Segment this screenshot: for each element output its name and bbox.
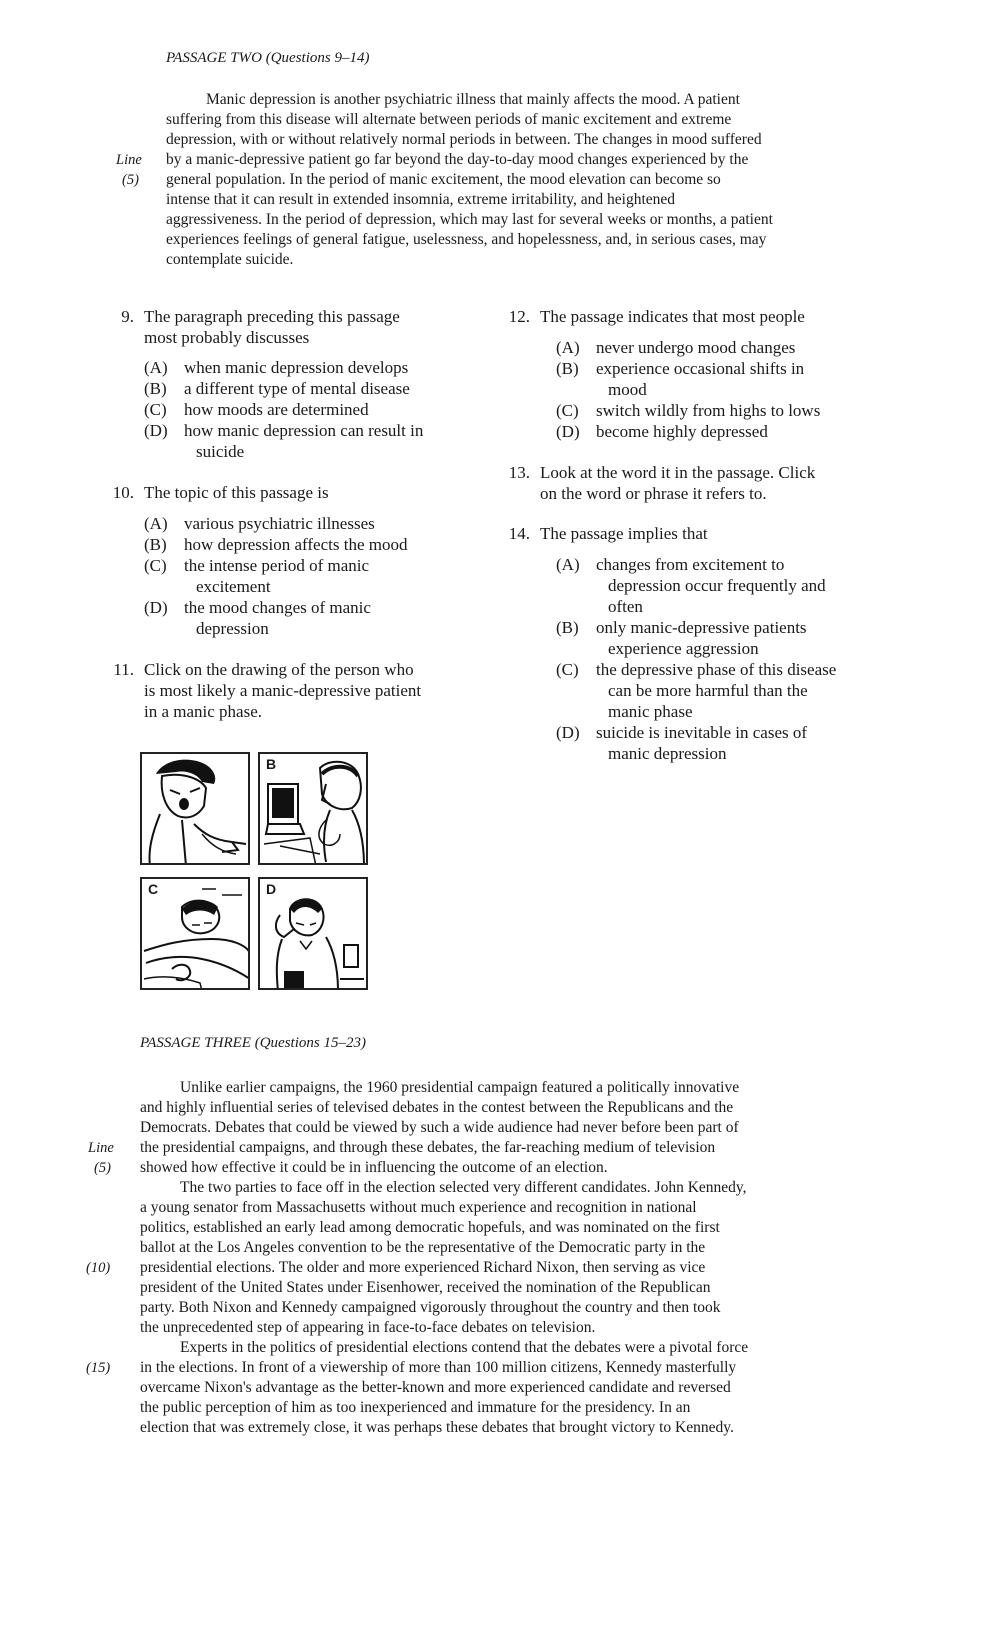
passage-three-line: Democrats. Debates that could be viewed by such a wide audience had never before been part of xyxy=(140,1119,739,1136)
option-letter: (C) xyxy=(556,401,579,420)
angry-man-pointing-drawing xyxy=(142,754,250,865)
question-10 xyxy=(100,482,480,506)
question-text: in a manic phase. xyxy=(144,702,263,721)
question-text: The passage indicates that most people xyxy=(540,307,805,326)
option-text: how depression affects the mood xyxy=(184,535,408,554)
option-text: when manic depression develops xyxy=(184,358,409,377)
passage-three-line: Unlike earlier campaigns, the 1960 presidential campaign featured a politically innovative xyxy=(180,1079,740,1096)
passage-three-line: the unprecedented step of appearing in face-to-face debates on television. xyxy=(140,1319,596,1336)
question-14 xyxy=(496,523,896,547)
passage-three-line: overcame Nixon's advantage as the better-known and more experienced candidate and reversed xyxy=(140,1379,731,1396)
option-text: depression xyxy=(196,619,269,638)
option-text: the mood changes of manic xyxy=(184,598,371,617)
option-letter: (C) xyxy=(144,400,167,419)
question-text: on the word or phrase it refers to. xyxy=(540,484,767,503)
option-text: suicide xyxy=(196,442,245,461)
woman-on-phone-drawing xyxy=(260,754,368,865)
question-11 xyxy=(100,659,480,729)
passage-three-line: the presidential campaigns, and through these debates, the far-reaching medium of television xyxy=(140,1139,716,1156)
option-text: manic phase xyxy=(608,702,693,721)
option-text: suicide is inevitable in cases of xyxy=(596,723,808,742)
option-letter: (B) xyxy=(144,379,167,398)
line-number: (10) xyxy=(86,1260,111,1276)
passage-three-line: a young senator from Massachusetts without much experience and recognition in national xyxy=(140,1199,697,1216)
question-text: The passage implies that xyxy=(540,524,708,543)
option-text: changes from excitement to xyxy=(596,555,785,574)
picture-label: C xyxy=(148,881,159,897)
option-text: depression occur frequently and xyxy=(608,576,826,595)
option-letter: (C) xyxy=(144,556,167,575)
passage-two-line: contemplate suicide. xyxy=(166,251,294,268)
option-letter: (A) xyxy=(144,514,168,533)
passage-three-line: and highly influential series of televised debates in the contest between the Republicans and the xyxy=(140,1099,734,1116)
line-number: (15) xyxy=(86,1360,111,1376)
option-letter: (D) xyxy=(144,421,168,440)
option-text: never undergo mood changes xyxy=(596,338,796,357)
passage-two-line: suffering from this disease will alternate between periods of manic excitement and extreme xyxy=(166,111,732,128)
passage-three-line: ballot at the Los Angeles convention to be the representative of the Democratic party in the xyxy=(140,1239,706,1256)
question-number: 13. xyxy=(508,463,530,482)
option-letter: (A) xyxy=(144,358,168,377)
picture-label: A xyxy=(148,756,158,771)
picture-label: D xyxy=(266,881,277,897)
option-text: can be more harmful than the xyxy=(608,681,808,700)
passage-three-line: Experts in the politics of presidential elections contend that the debates were a pivotal force xyxy=(180,1339,749,1356)
option-letter: (B) xyxy=(556,359,579,378)
option-letter: (C) xyxy=(556,660,579,679)
line-number: (5) xyxy=(94,1160,111,1176)
passage-two-line: intense that it can result in extended insomnia, extreme irritability, and heightened xyxy=(166,191,676,208)
option-text: experience occasional shifts in xyxy=(596,359,805,378)
tired-man-leaning-drawing xyxy=(260,879,368,990)
passage-two-line: Manic depression is another psychiatric illness that mainly affects the mood. A patient xyxy=(206,91,740,108)
question-text: The paragraph preceding this passage xyxy=(144,307,400,326)
picture-label: B xyxy=(266,756,277,772)
option-text: become highly depressed xyxy=(596,422,768,441)
question-number: 11. xyxy=(113,660,134,679)
question-number: 12. xyxy=(508,307,530,326)
line-number: (5) xyxy=(122,172,139,188)
passage-two-line: by a manic-depressive patient go far beyond the day-to-day mood changes experienced by the xyxy=(166,151,749,168)
option-text: the depressive phase of this disease xyxy=(596,660,837,679)
option-text: the intense period of manic xyxy=(184,556,370,575)
option-letter: (A) xyxy=(556,555,580,574)
option-text: often xyxy=(608,597,643,616)
option-text: switch wildly from highs to lows xyxy=(596,401,821,420)
passage-three-line: party. Both Nixon and Kennedy campaigned vigorously throughout the country and then took xyxy=(140,1299,721,1316)
picture-a[interactable] xyxy=(140,752,250,865)
line-label: Line xyxy=(88,1140,114,1156)
option-text: excitement xyxy=(196,577,271,596)
passage-three-line: presidential elections. The older and more experienced Richard Nixon, then serving as vice xyxy=(140,1259,706,1276)
picture-c[interactable] xyxy=(140,877,250,990)
line-label: Line xyxy=(116,152,142,168)
question-number: 14. xyxy=(508,524,530,543)
option-text: how moods are determined xyxy=(184,400,369,419)
option-text: mood xyxy=(608,380,647,399)
question-number: 9. xyxy=(121,307,134,326)
passage-two-line: general population. In the period of manic excitement, the mood elevation can become so xyxy=(166,171,721,188)
question-text: most probably discusses xyxy=(144,328,310,347)
option-text: experience aggression xyxy=(608,639,759,658)
option-letter: (B) xyxy=(144,535,167,554)
passage-two-heading: PASSAGE TWO (Questions 9–14) xyxy=(166,50,370,66)
passage-three-line: politics, established an early lead among democratic hopefuls, and was nominated on the first xyxy=(140,1219,720,1236)
option-text: only manic-depressive patients xyxy=(596,618,807,637)
option-letter: (A) xyxy=(556,338,580,357)
question-text: Look at the word it in the passage. Click xyxy=(540,463,816,482)
passage-three-line: the public perception of him as too inexperienced and immature for the presidency. In an xyxy=(140,1399,691,1416)
option-letter: (D) xyxy=(556,723,580,742)
passage-two-line: aggressiveness. In the period of depression, which may last for several weeks or months, a patient xyxy=(166,211,773,228)
passage-three-heading: PASSAGE THREE (Questions 15–23) xyxy=(140,1035,366,1051)
picture-d[interactable] xyxy=(258,877,368,990)
passage-three-line: election that was extremely close, it was perhaps these debates that brought victory to Kennedy. xyxy=(140,1419,734,1436)
passage-three-line: in the elections. In front of a viewership of more than 100 million citizens, Kennedy masterfully xyxy=(140,1359,737,1376)
option-text: manic depression xyxy=(608,744,727,763)
option-letter: (B) xyxy=(556,618,579,637)
passage-two-line: experiences feelings of general fatigue, uselessness, and hopelessness, and, in serious cases, may xyxy=(166,231,767,248)
question-12 xyxy=(496,306,896,330)
passage-three-line: president of the United States under Eisenhower, received the nomination of the Republican xyxy=(140,1279,711,1296)
question-number: 10. xyxy=(112,483,134,502)
option-letter: (D) xyxy=(556,422,580,441)
sleeping-person-drawing xyxy=(142,879,250,990)
passage-three-line: The two parties to face off in the election selected very different candidates. John Kennedy, xyxy=(180,1179,747,1196)
option-text: various psychiatric illnesses xyxy=(184,514,375,533)
option-text: a different type of mental disease xyxy=(184,379,410,398)
option-letter: (D) xyxy=(144,598,168,617)
picture-b[interactable] xyxy=(258,752,368,865)
passage-two-line: depression, with or without relatively normal periods in between. The changes in mood suffered xyxy=(166,131,762,148)
question-text: Click on the drawing of the person who xyxy=(144,660,414,679)
question-13 xyxy=(496,462,896,508)
question-text: The topic of this passage is xyxy=(144,483,329,502)
question-text: is most likely a manic-depressive patient xyxy=(144,681,422,700)
option-text: how manic depression can result in xyxy=(184,421,424,440)
passage-three-line: showed how effective it could be in influencing the outcome of an election. xyxy=(140,1159,608,1176)
